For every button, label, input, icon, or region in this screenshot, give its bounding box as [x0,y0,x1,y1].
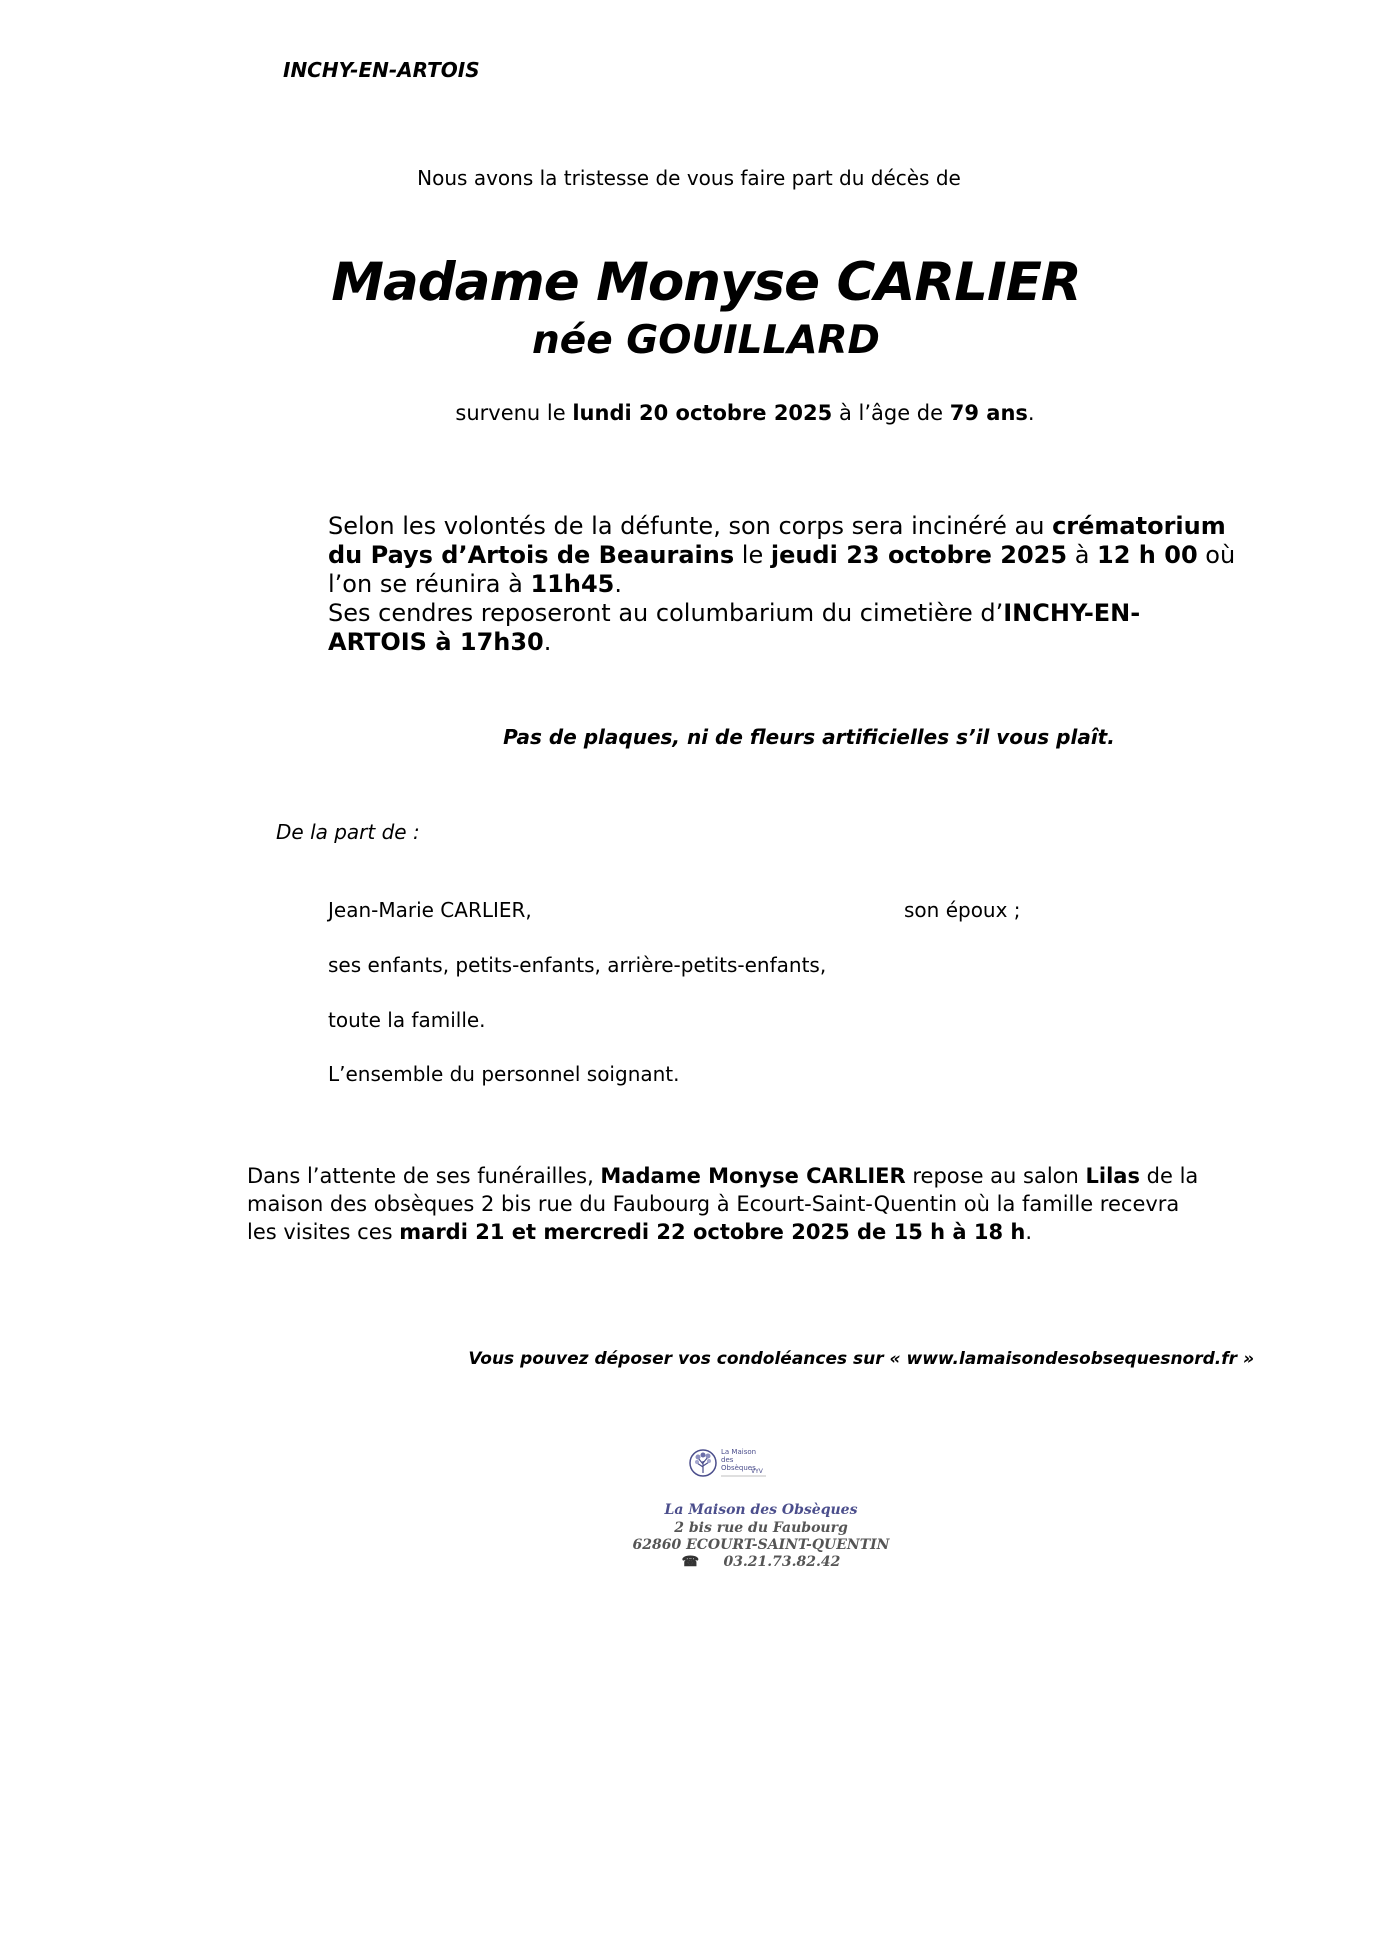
ceremony-text-4: où l’on se réunira à [328,541,1236,598]
death-suffix: . [1027,401,1035,425]
ceremony-text-1: Selon les volontés de la défunte, son corps sera incinéré au [328,512,1053,540]
ashes-end: . [543,628,552,656]
visitation-name: Madame Monyse CARLIER [600,1164,906,1188]
intro-text: Nous avons la tristesse de vous faire part du décès de [417,166,961,190]
death-notice-line [0,401,1378,425]
salon-name: Lilas [1085,1164,1140,1188]
maiden-name: née GOUILLARD [532,318,880,363]
family-line: toute la famille. [328,1008,486,1032]
condolences-link-text: Vous pouvez déposer vos condoléances sur « www.lamaisondesobsequesnord.fr » [468,1349,1254,1369]
visitation-text-2: repose au salon [905,1164,1086,1188]
ceremony-text-3: à [1067,541,1098,569]
visitation-text-4: . [1025,1220,1033,1244]
telephone-icon: ☎ [681,1554,700,1570]
ceremony-text-2: le [734,541,771,569]
ceremony-date: jeudi 23 octobre 2025 [770,541,1068,569]
death-age: 79 ans [949,401,1028,425]
meeting-time: 11h45 [530,570,615,598]
death-middle: à l’âge de [838,401,944,425]
death-date: lundi 20 octobre 2025 [572,401,833,425]
ashes-details [328,599,1238,657]
children-line: ses enfants, petits-enfants, arrière-petits-enfants, [328,953,827,977]
no-flowers-note: Pas de plaques, ni de fleurs artificielles s’il vous plaît. [503,725,1115,749]
logo-line-1: La Maison [721,1448,757,1456]
visitation-text-3: de la maison des obsèques 2 bis rue du Faubourg à Ecourt-Saint-Quentin où la famille recevra les visites ces [247,1164,1199,1244]
ceremony-details [328,512,1238,599]
logo-brand: VYV [751,1468,763,1475]
ceremony-time: 12 h 00 [1097,541,1198,569]
ceremony-text-5: . [614,570,622,598]
ceremony-paragraph [328,512,1238,657]
phone-number: 03.21.73.82.42 [723,1554,841,1570]
ashes-place: INCHY-EN-ARTOIS à 17h30 [328,599,1141,656]
death-prefix: survenu le [455,401,566,425]
staff-line: L’ensemble du personnel soignant. [328,1062,680,1086]
company-logo [688,1446,768,1482]
company-name: La Maison des Obsèques [664,1502,858,1518]
ashes-text: Ses cendres reposeront au columbarium du cimetière d’ [328,599,1004,627]
company-phone [0,1554,1378,1570]
visitation-text-1: Dans l’attente de ses funérailles, [247,1164,601,1188]
spouse-name: Jean-Marie CARLIER, [328,898,532,922]
company-city: 62860 ECOURT-SAINT-QUENTIN [632,1537,890,1553]
company-street: 2 bis rue du Faubourg [674,1520,848,1536]
town-heading: INCHY-EN-ARTOIS [283,58,480,82]
crematorium-name: crématorium du Pays d’Artois de Beaurains [328,512,1226,569]
deceased-name: Madame Monyse CARLIER [331,252,1081,313]
visitation-dates: mardi 21 et mercredi 22 octobre 2025 de 15 h à 18 h [399,1220,1026,1244]
visitation-paragraph [247,1162,1207,1246]
spouse-relation: son époux ; [904,898,1021,922]
logo-line-2: des Obsèques [721,1456,756,1472]
from-label: De la part de : [276,820,420,844]
